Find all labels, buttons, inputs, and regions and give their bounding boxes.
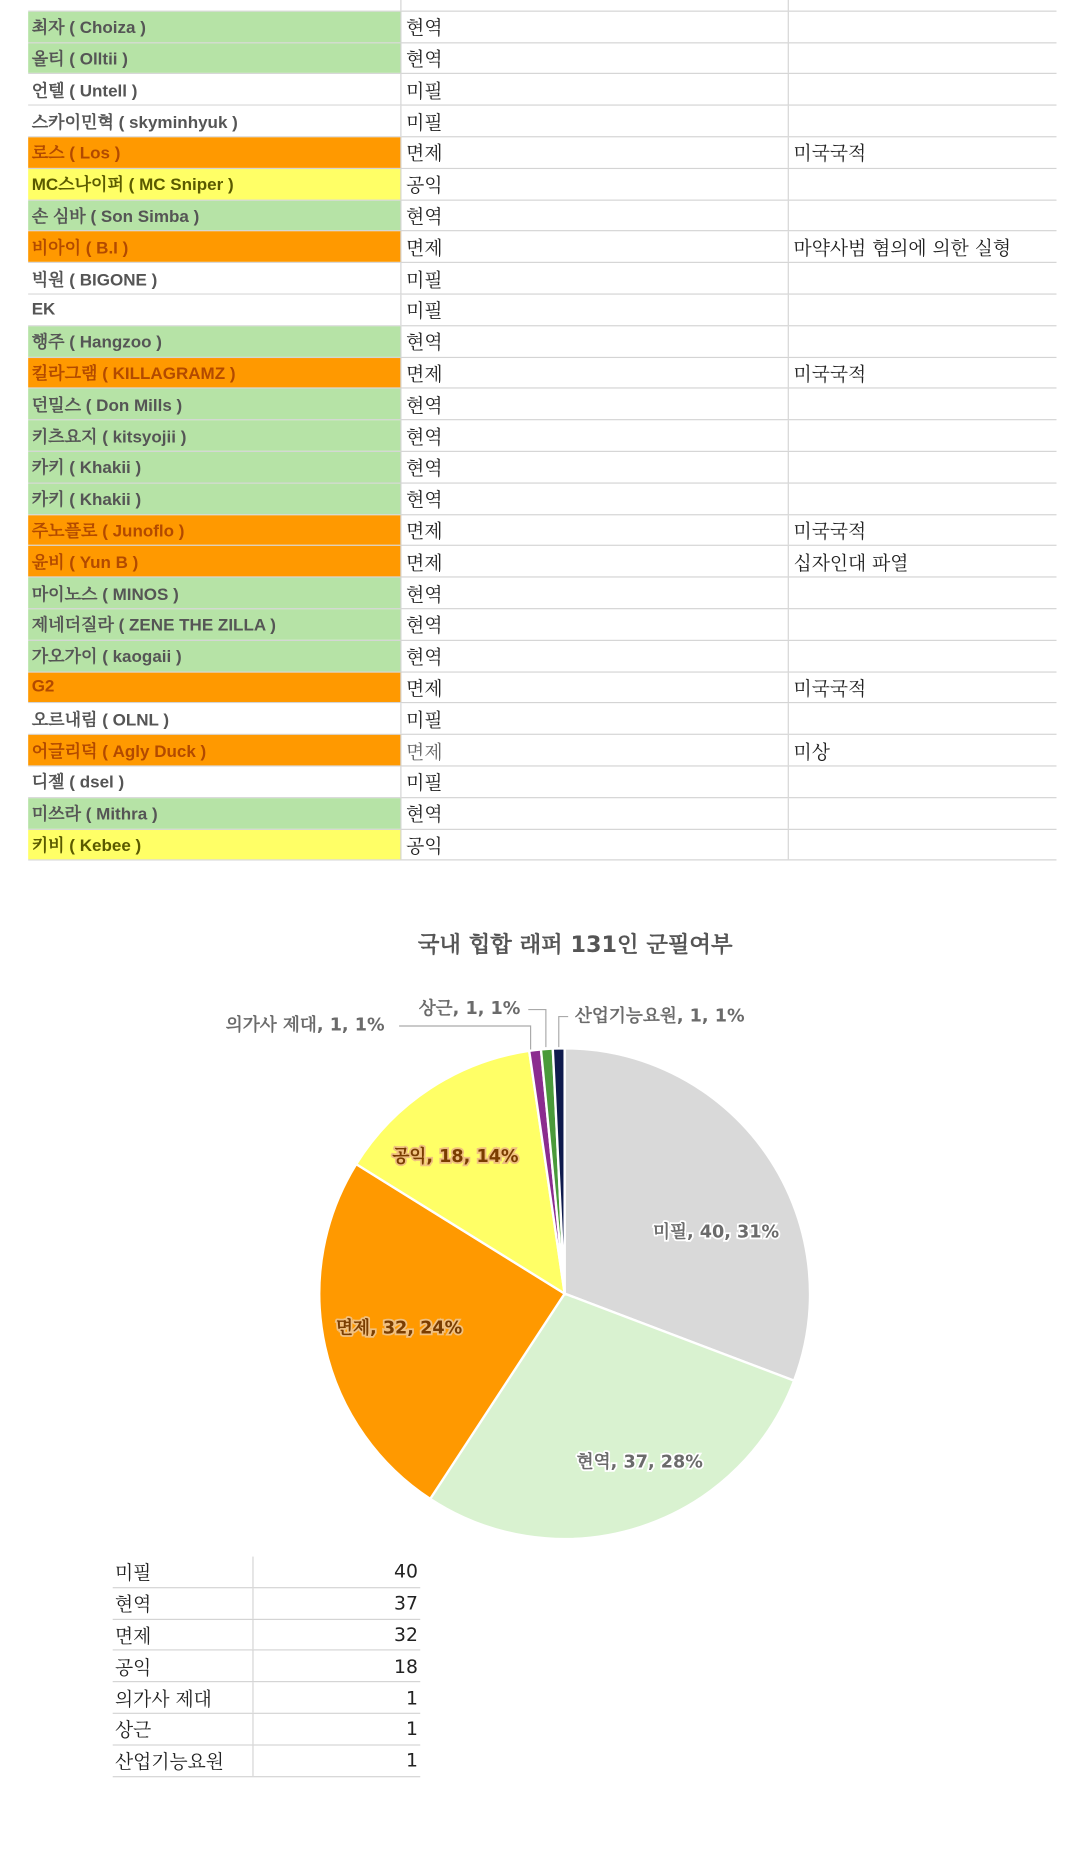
summary-row xyxy=(113,1557,421,1588)
service-status-cell: 현역 xyxy=(401,641,788,671)
table-row xyxy=(28,798,1056,829)
note-cell xyxy=(789,263,1057,293)
service-status-cell: 미필 xyxy=(401,263,788,293)
summary-value: 37 xyxy=(394,1592,418,1615)
summary-value: 1 xyxy=(405,1749,418,1772)
service-status-cell: 현역 xyxy=(401,798,788,828)
rapper-name-cell: 던밀스 ( Don Mills ) xyxy=(28,389,401,419)
service-status-cell: 현역 xyxy=(401,389,788,419)
note-cell xyxy=(789,389,1057,419)
service-status-cell: 현역 xyxy=(401,578,788,608)
note-cell: 미상 xyxy=(793,740,830,763)
summary-value: 1 xyxy=(405,1686,418,1709)
note-cell xyxy=(789,704,1057,734)
summary-label: 상근 xyxy=(113,1714,254,1744)
rapper-name-cell: 스카이민혁 ( skyminhyuk ) xyxy=(28,106,401,136)
summary-label: 면제 xyxy=(113,1620,254,1650)
service-status-cell: 공익 xyxy=(401,169,788,199)
summary-row xyxy=(113,1682,421,1713)
rapper-name-cell: 미쓰라 ( Mithra ) xyxy=(28,798,401,828)
table-row xyxy=(28,578,1056,609)
data-label: 공익, 18, 14% xyxy=(392,1147,519,1168)
rapper-name-cell: 킬라그램 ( KILLAGRAMZ ) xyxy=(28,358,401,388)
note-cell xyxy=(789,420,1057,450)
rapper-name-cell: 로스 ( Los ) xyxy=(28,137,401,167)
data-label: 상근, 1, 1% xyxy=(418,999,521,1020)
rapper-name-cell: 키츠요지 ( kitsyojii ) xyxy=(28,420,401,450)
rapper-name-cell: 카키 ( Khakii ) xyxy=(28,483,401,513)
service-status-cell: 미필 xyxy=(401,704,788,734)
summary-label: 현역 xyxy=(113,1588,254,1618)
rapper-name-cell: 오르내림 ( OLNL ) xyxy=(28,704,401,734)
service-status-cell: 현역 xyxy=(401,609,788,639)
data-label: 면제, 32, 24% xyxy=(336,1318,463,1339)
summary-label: 미필 xyxy=(113,1557,254,1587)
table-row xyxy=(28,672,1056,703)
table-row xyxy=(28,452,1056,483)
note-cell xyxy=(789,169,1057,199)
rapper-name-cell: 최자 ( Choiza ) xyxy=(28,12,401,42)
note-cell xyxy=(789,641,1057,671)
note-cell xyxy=(789,483,1057,513)
note-cell: 미국국적 xyxy=(793,677,867,700)
rapper-name-cell: 행주 ( Hangzoo ) xyxy=(28,326,401,356)
summary-row xyxy=(113,1651,421,1682)
summary-row xyxy=(113,1620,421,1651)
data-label: 의가사 제대, 1, 1% xyxy=(225,1015,385,1036)
table-row xyxy=(28,515,1056,546)
leader-line xyxy=(559,1017,568,1048)
note-cell xyxy=(789,295,1057,325)
note-cell xyxy=(789,829,1057,859)
table-row xyxy=(28,829,1056,860)
summary-label: 산업기능요원 xyxy=(113,1745,254,1775)
table-row xyxy=(28,735,1056,766)
rapper-name-cell: 빅원 ( BIGONE ) xyxy=(28,263,401,293)
service-status-cell: 면제 xyxy=(401,515,788,545)
table-row xyxy=(28,358,1056,389)
table-row xyxy=(28,420,1056,451)
note-cell: 미국국적 xyxy=(793,519,867,543)
table-row xyxy=(28,200,1056,231)
table-row xyxy=(28,232,1056,263)
summary-value: 18 xyxy=(394,1654,418,1678)
note-cell xyxy=(789,578,1057,608)
table-row xyxy=(28,609,1056,640)
note-cell xyxy=(789,74,1057,104)
note-cell xyxy=(789,766,1057,796)
note-cell xyxy=(789,609,1057,639)
rapper-name-cell: 키비 ( Kebee ) xyxy=(28,829,401,859)
note-cell: 십자인대 파열 xyxy=(793,551,909,574)
note-cell xyxy=(789,798,1057,828)
table-row xyxy=(28,106,1056,137)
rapper-name-cell: 디젤 ( dsel ) xyxy=(28,766,401,796)
table-row xyxy=(28,704,1056,735)
note-cell: 미국국적 xyxy=(793,142,867,165)
rapper-name-cell: MC스나이퍼 ( MC Sniper ) xyxy=(28,169,401,199)
rapper-name-cell: 비아이 ( B.I ) xyxy=(28,232,401,262)
table-row-partial xyxy=(28,0,1056,12)
rapper-name-cell: 주노플로 ( Junoflo ) xyxy=(28,515,401,545)
service-status-cell xyxy=(401,0,788,10)
service-status-cell: 면제 xyxy=(401,735,788,765)
table-row xyxy=(28,766,1056,797)
note-cell: 미국국적 xyxy=(793,362,867,385)
service-status-cell: 현역 xyxy=(401,483,788,513)
rapper-name-cell: 올티 ( Olltii ) xyxy=(28,43,401,73)
service-status-cell: 현역 xyxy=(401,420,788,450)
table-row xyxy=(28,546,1056,577)
rapper-name-cell: 윤비 ( Yun B ) xyxy=(28,546,401,576)
table-row xyxy=(28,389,1056,420)
service-status-cell: 현역 xyxy=(401,200,788,230)
table-row xyxy=(28,137,1056,168)
rapper-name-cell: 카키 ( Khakii ) xyxy=(28,452,401,482)
rapper-name-cell: 어글리덕 ( Agly Duck ) xyxy=(28,735,401,765)
summary-row xyxy=(113,1714,421,1745)
table-row xyxy=(28,12,1056,43)
table-row xyxy=(28,74,1056,105)
rapper-name-cell: 언텔 ( Untell ) xyxy=(28,74,401,104)
service-status-cell: 미필 xyxy=(401,74,788,104)
service-status-cell: 면제 xyxy=(401,232,788,262)
service-status-cell: 면제 xyxy=(401,672,788,702)
note-cell xyxy=(789,200,1057,230)
table-row xyxy=(28,641,1056,672)
note-cell xyxy=(789,452,1057,482)
summary-value: 1 xyxy=(405,1717,418,1741)
rapper-name-cell: 가오가이 ( kaogaii ) xyxy=(28,641,401,671)
note-cell xyxy=(789,43,1057,73)
table-row xyxy=(28,169,1056,200)
note-cell xyxy=(789,12,1057,42)
service-status-cell: 현역 xyxy=(401,326,788,356)
note-cell xyxy=(789,0,1057,10)
rapper-table xyxy=(28,0,1056,861)
data-label: 현역, 37, 28% xyxy=(576,1452,703,1473)
note-cell: 마약사범 혐의에 의한 실형 xyxy=(793,236,1012,260)
table-row xyxy=(28,263,1056,294)
data-label: 미필, 40, 31% xyxy=(652,1222,780,1243)
rapper-name-cell: 손 심바 ( Son Simba ) xyxy=(28,200,401,230)
rapper-name-cell xyxy=(28,0,401,10)
table-row xyxy=(28,43,1056,74)
summary-row xyxy=(113,1745,421,1776)
rapper-name-cell: G2 xyxy=(28,672,401,702)
summary-value: 40 xyxy=(394,1560,418,1583)
table-row xyxy=(28,295,1056,326)
note-cell xyxy=(789,326,1057,356)
summary-table xyxy=(113,1557,421,1777)
summary-label: 의가사 제대 xyxy=(113,1682,254,1712)
pie-chart xyxy=(0,974,1080,1561)
summary-value: 32 xyxy=(394,1623,418,1646)
service-status-cell: 현역 xyxy=(401,452,788,482)
service-status-cell: 미필 xyxy=(401,766,788,796)
note-cell xyxy=(789,106,1057,136)
service-status-cell: 미필 xyxy=(401,106,788,136)
data-label: 산업기능요원, 1, 1% xyxy=(574,1006,745,1027)
service-status-cell: 미필 xyxy=(401,295,788,325)
leader-line xyxy=(399,1026,530,1049)
service-status-cell: 현역 xyxy=(401,12,788,42)
summary-label: 공익 xyxy=(113,1651,254,1681)
service-status-cell: 공익 xyxy=(401,829,788,859)
rapper-name-cell: EK xyxy=(28,295,401,325)
service-status-cell: 현역 xyxy=(401,43,788,73)
service-status-cell: 면제 xyxy=(401,358,788,388)
service-status-cell: 면제 xyxy=(401,137,788,167)
rapper-name-cell: 제네더질라 ( ZENE THE ZILLA ) xyxy=(28,609,401,639)
table-row xyxy=(28,326,1056,357)
rapper-name-cell: 마이노스 ( MINOS ) xyxy=(28,578,401,608)
summary-row xyxy=(113,1588,421,1619)
table-row xyxy=(28,483,1056,514)
chart-title: 국내 힙합 래퍼 131인 군필여부 xyxy=(417,932,733,958)
service-status-cell: 면제 xyxy=(401,546,788,576)
